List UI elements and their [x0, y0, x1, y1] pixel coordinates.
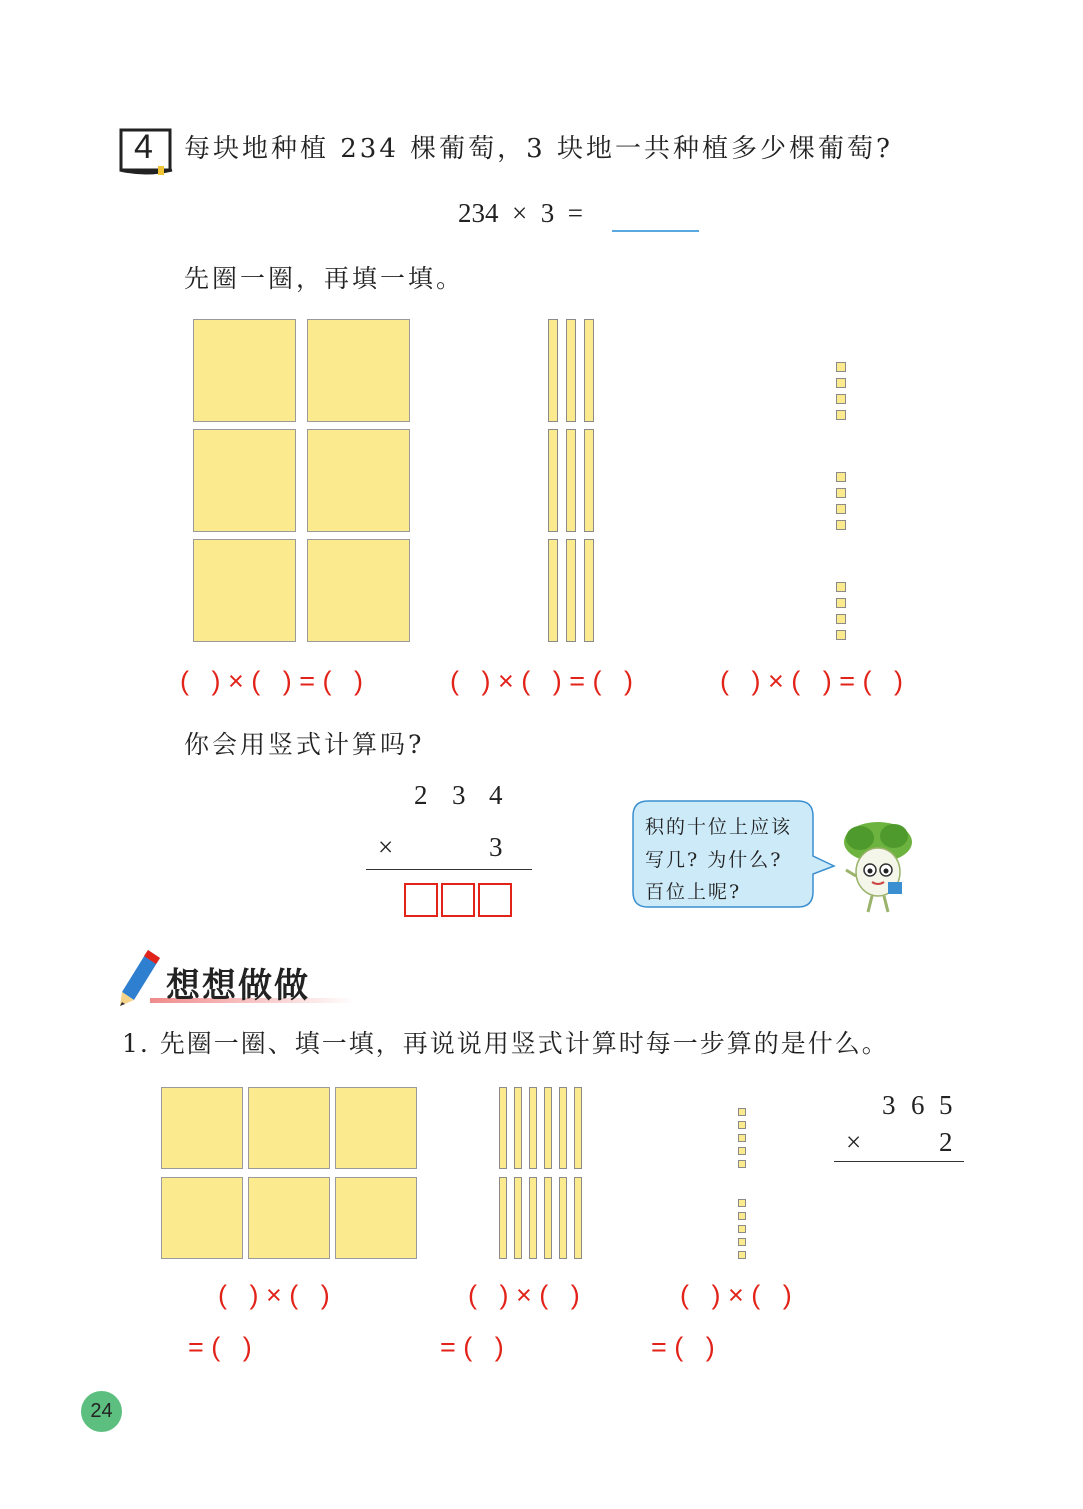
example-number-badge: [118, 126, 176, 176]
digit: 3: [489, 832, 503, 862]
unit-cube: [836, 598, 846, 608]
ten-rod: [529, 1087, 537, 1169]
digit: 3: [452, 780, 466, 810]
ten-rod: [514, 1087, 522, 1169]
fill-equation-hundreds[interactable]: ( ) × ( ) = ( ): [180, 666, 364, 696]
bubble-line: 积的十位上应该: [645, 816, 793, 838]
ten-rod: [499, 1087, 507, 1169]
unit-cube: [836, 582, 846, 592]
unit-cube: [836, 630, 846, 640]
ten-rod: [499, 1177, 507, 1259]
times-sign: ×: [846, 1127, 862, 1157]
unit-cube: [738, 1251, 746, 1259]
example-number: 4: [134, 128, 153, 166]
ten-rod: [559, 1087, 567, 1169]
practice-result-hundreds[interactable]: = ( ): [188, 1332, 252, 1362]
unit-cube: [738, 1238, 746, 1246]
digit: 5: [939, 1090, 953, 1120]
unit-cube: [836, 472, 846, 482]
unit-cube: [738, 1147, 746, 1155]
unit-cube: [836, 520, 846, 530]
unit-cube: [738, 1160, 746, 1168]
hundred-block: [248, 1087, 330, 1169]
hundred-block: [307, 539, 410, 642]
fill-equation-tens[interactable]: ( ) × ( ) = ( ): [450, 666, 634, 696]
ten-rod: [584, 429, 594, 532]
ten-rod: [548, 429, 558, 532]
fill-equation-ones[interactable]: ( ) × ( ) = ( ): [720, 666, 904, 696]
ten-rod: [514, 1177, 522, 1259]
bubble-line: 百位上呢?: [645, 881, 742, 903]
unit-cube: [738, 1108, 746, 1116]
unit-cube: [836, 504, 846, 514]
times-sign: ×: [378, 832, 394, 862]
practice-title: 想想做做: [166, 966, 310, 1006]
unit-cube: [738, 1225, 746, 1233]
digit: 6: [911, 1090, 925, 1120]
unit-cube: [836, 362, 846, 372]
practice-fill-equation-ones[interactable]: ( ) × ( ): [680, 1280, 792, 1310]
page-number: 24: [90, 1400, 113, 1422]
page-number-badge: [81, 1391, 122, 1432]
digit: 2: [939, 1127, 953, 1157]
answer-box[interactable]: [404, 883, 438, 917]
answer-box[interactable]: [478, 883, 512, 917]
ten-rod: [544, 1087, 552, 1169]
ten-rod: [548, 319, 558, 422]
unit-cube: [836, 378, 846, 388]
hundred-block: [248, 1177, 330, 1259]
calc-rule: [834, 1161, 964, 1162]
hundred-block: [335, 1087, 417, 1169]
calc-rule: [366, 869, 532, 870]
unit-cube: [836, 410, 846, 420]
ten-rod: [559, 1177, 567, 1259]
example-equation: 234 × 3 =: [458, 198, 583, 228]
ten-rod: [529, 1177, 537, 1259]
unit-cube: [836, 394, 846, 404]
ten-rod: [574, 1087, 582, 1169]
hundred-block: [307, 319, 410, 422]
hundred-block: [161, 1177, 243, 1259]
ten-rod: [584, 319, 594, 422]
example-question: 每块地种植 234 棵葡萄，3 块地一共种植多少棵葡萄?: [184, 134, 893, 164]
practice-result-tens[interactable]: = ( ): [440, 1332, 504, 1362]
unit-cube: [738, 1199, 746, 1207]
ten-rod: [566, 319, 576, 422]
cabbage-mascot-icon: [838, 820, 916, 916]
unit-cube: [738, 1212, 746, 1220]
unit-cube: [836, 614, 846, 624]
practice-item-1: 1. 先圈一圈、填一填，再说说用竖式计算时每一步算的是什么。: [122, 1029, 889, 1058]
unit-cube: [836, 488, 846, 498]
hundred-block: [193, 429, 296, 532]
ten-rod: [574, 1177, 582, 1259]
ten-rod: [548, 539, 558, 642]
hundred-block: [307, 429, 410, 532]
unit-cube: [738, 1121, 746, 1129]
practice-fill-equation-hundreds[interactable]: ( ) × ( ): [218, 1280, 330, 1310]
hundred-block: [193, 539, 296, 642]
unit-cube: [738, 1134, 746, 1142]
practice-fill-equation-tens[interactable]: ( ) × ( ): [468, 1280, 580, 1310]
digit: 4: [489, 780, 503, 810]
ten-rod: [566, 539, 576, 642]
answer-blank-line[interactable]: [612, 230, 699, 232]
instruction-text: 先圈一圈，再填一填。: [184, 264, 465, 293]
ten-rod: [566, 429, 576, 532]
ten-rod: [544, 1177, 552, 1259]
hundred-block: [161, 1087, 243, 1169]
bubble-line: 写几? 为什么?: [645, 849, 783, 871]
practice-result-ones[interactable]: = ( ): [651, 1332, 715, 1362]
hundred-block: [335, 1177, 417, 1259]
hundred-block: [193, 319, 296, 422]
answer-box[interactable]: [441, 883, 475, 917]
ten-rod: [584, 539, 594, 642]
digit: 3: [882, 1090, 896, 1120]
digit: 2: [414, 780, 428, 810]
vertical-prompt: 你会用竖式计算吗?: [184, 730, 425, 759]
